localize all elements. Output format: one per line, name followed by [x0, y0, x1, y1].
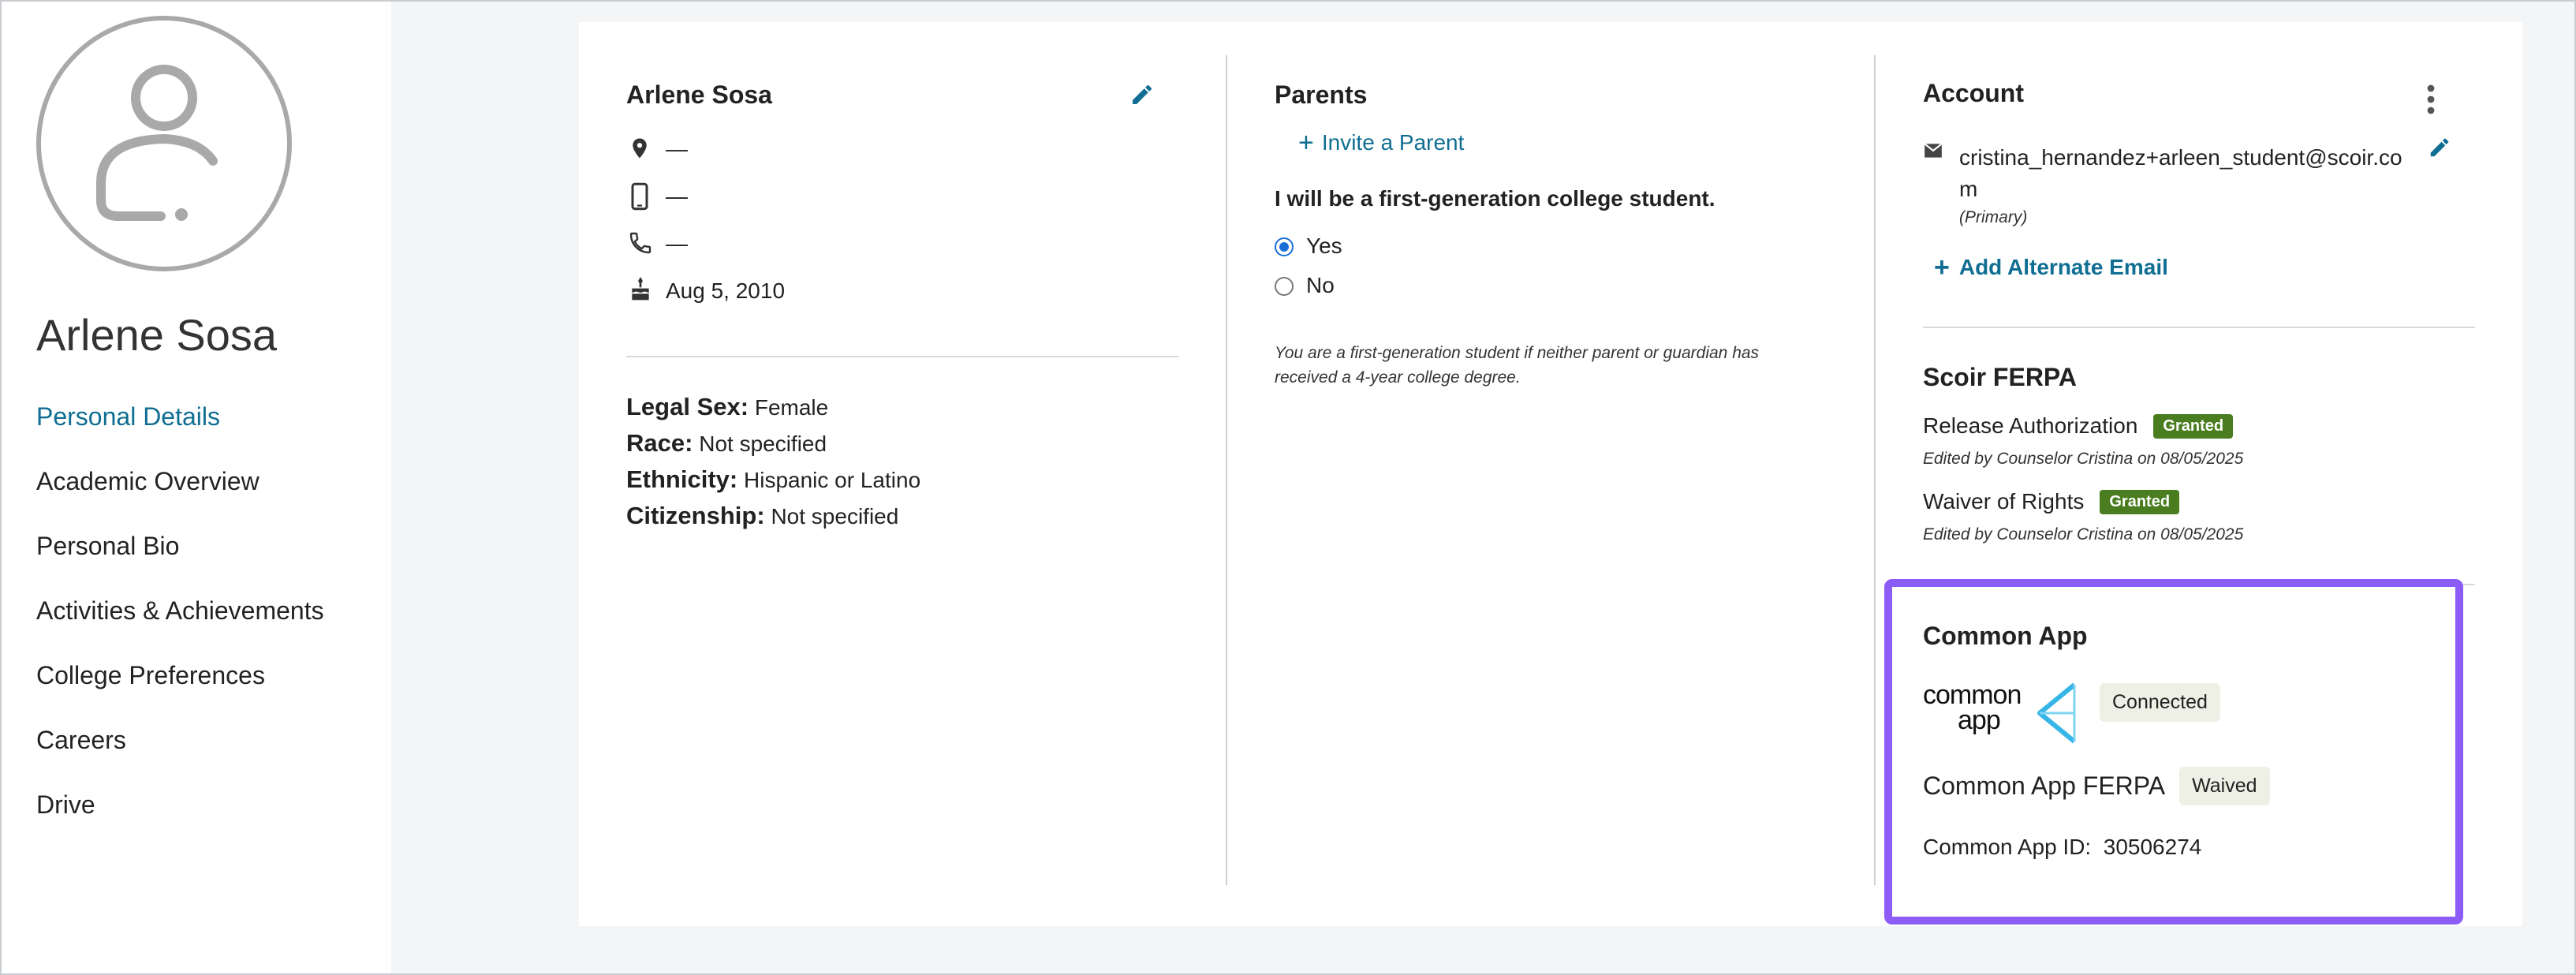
account-title: Account	[1923, 79, 2024, 107]
nav-item-activities-achievements[interactable]: Activities & Achievements	[36, 596, 324, 625]
address-value: —	[666, 136, 688, 161]
citizenship-value: Not specified	[771, 504, 899, 529]
legal-sex-row: Legal Sex: Female	[626, 393, 829, 420]
avatar	[36, 16, 292, 271]
add-alternate-email-link[interactable]: + Add Alternate Email	[1934, 252, 2168, 282]
envelope-icon	[1923, 142, 1943, 159]
birthday-value: Aug 5, 2010	[666, 278, 786, 303]
sidebar	[2, 2, 391, 973]
parents-title: Parents	[1275, 80, 1368, 109]
common-app-highlight	[1884, 579, 2463, 925]
plus-icon: +	[1298, 128, 1314, 158]
status-badge: Granted	[2100, 490, 2179, 514]
connected-badge: Connected	[2100, 683, 2220, 722]
first-gen-question: I will be a first-generation college student.	[1275, 186, 1715, 211]
ferpa-waiver-label: Waiver of Rights	[1923, 489, 2085, 514]
first-gen-note: You are a first-generation student if neither parent or guardian has received a 4-year college degree.	[1275, 344, 1760, 387]
ethnicity-row: Ethnicity: Hispanic or Latino	[626, 465, 921, 493]
edit-email-pencil-icon[interactable]	[2428, 136, 2451, 159]
nav-item-personal-details[interactable]: Personal Details	[36, 402, 220, 431]
ferpa-waiver-edited: Edited by Counselor Cristina on 08/05/2025	[1923, 525, 2244, 544]
radio-no-label[interactable]: No	[1306, 273, 1335, 297]
ferpa-release-label: Release Authorization	[1923, 413, 2138, 438]
waived-badge: Waived	[2179, 767, 2269, 805]
invite-parent-link[interactable]: + Invite a Parent	[1298, 128, 1465, 158]
race-value: Not specified	[699, 431, 827, 456]
citizenship-row: Citizenship: Not specified	[626, 502, 899, 529]
nav-item-careers[interactable]: Careers	[36, 726, 126, 754]
plus-icon: +	[1934, 252, 1950, 282]
account-divider	[1923, 327, 2475, 328]
ferpa-release-edited: Edited by Counselor Cristina on 08/05/2025	[1923, 450, 2244, 468]
primary-email-line1: cristina_hernandez+arleen_student@scoir.co	[1959, 145, 2402, 170]
contact-divider	[626, 356, 1178, 357]
phone-icon	[628, 230, 653, 256]
contact-name: Arlene Sosa	[626, 80, 772, 109]
common-app-title: Common App	[1923, 622, 2088, 650]
edit-pencil-icon[interactable]	[1129, 82, 1155, 107]
ferpa-waiver-row	[1923, 489, 2179, 514]
race-row: Race: Not specified	[626, 429, 827, 457]
radio-no[interactable]	[1275, 277, 1294, 296]
primary-email-tag: (Primary)	[1959, 208, 2028, 226]
birthday-cake-icon	[628, 276, 653, 303]
ferpa-title: Scoir FERPA	[1923, 363, 2077, 391]
primary-email-line2: m	[1959, 177, 1978, 201]
mobile-value: —	[666, 184, 688, 208]
radio-yes-label[interactable]: Yes	[1306, 233, 1342, 258]
common-app-ferpa-label: Common App FERPA	[1923, 771, 2166, 800]
radio-yes[interactable]	[1275, 237, 1294, 256]
column-divider-2	[1874, 55, 1876, 885]
nav-item-drive[interactable]: Drive	[36, 790, 95, 819]
ferpa-release-row	[1923, 413, 2233, 439]
legal-sex-value: Female	[754, 395, 829, 420]
common-app-logo: common app	[1923, 682, 2081, 748]
student-name: Arlene Sosa	[36, 310, 278, 360]
mobile-phone-icon	[629, 182, 650, 211]
nav-item-academic-overview[interactable]: Academic Overview	[36, 467, 259, 495]
ethnicity-value: Hispanic or Latino	[744, 468, 921, 492]
common-app-id-row: Common App ID: 30506274	[1923, 835, 2202, 859]
nav-item-college-preferences[interactable]: College Preferences	[36, 661, 265, 689]
column-divider-1	[1226, 55, 1227, 885]
common-app-id-value: 30506274	[2103, 835, 2202, 859]
phone-value: —	[666, 231, 688, 256]
user-placeholder-icon	[41, 21, 287, 267]
nav-item-personal-bio[interactable]: Personal Bio	[36, 532, 180, 560]
location-pin-icon	[628, 135, 651, 162]
more-options-icon[interactable]	[2425, 84, 2437, 115]
status-badge: Granted	[2153, 414, 2233, 439]
